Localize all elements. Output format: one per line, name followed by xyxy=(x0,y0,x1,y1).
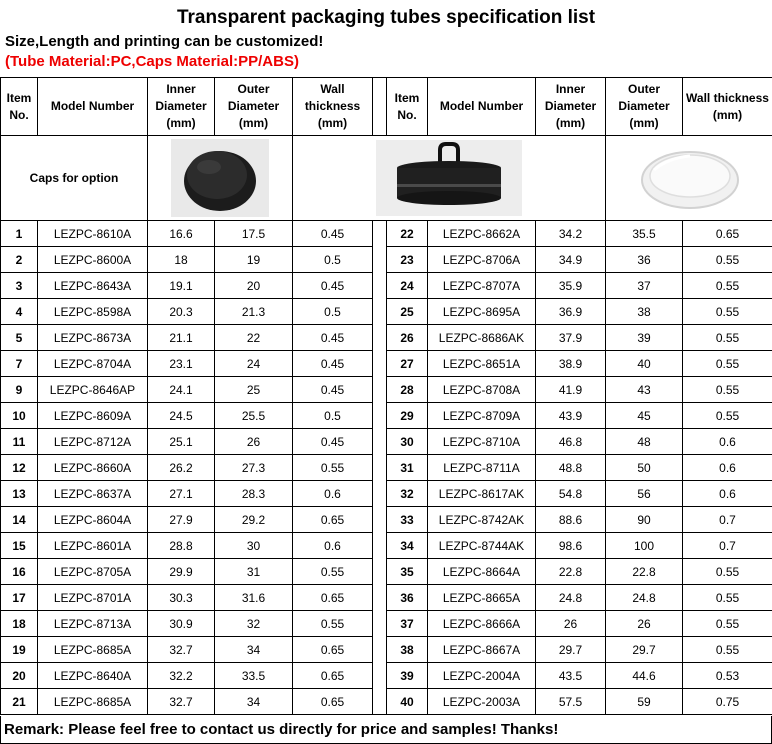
header-model: Model Number xyxy=(428,78,536,136)
model-number-cell: LEZPC-8598A xyxy=(38,299,148,325)
item-no-cell: 3 xyxy=(1,273,38,299)
black-round-cap-image xyxy=(171,139,269,217)
item-no-cell: 28 xyxy=(387,377,428,403)
column-separator xyxy=(373,78,387,136)
model-number-cell: LEZPC-8640A xyxy=(38,663,148,689)
inner-diameter-cell: 23.1 xyxy=(148,351,215,377)
outer-diameter-cell: 28.3 xyxy=(215,481,293,507)
outer-diameter-cell: 19 xyxy=(215,247,293,273)
model-number-cell: LEZPC-8711A xyxy=(428,455,536,481)
remark-bar xyxy=(0,716,772,744)
model-number-cell: LEZPC-8701A xyxy=(38,585,148,611)
model-number-cell: LEZPC-8685A xyxy=(38,637,148,663)
table-row xyxy=(1,585,772,611)
column-separator xyxy=(373,585,387,611)
item-no-cell: 23 xyxy=(387,247,428,273)
item-no-cell: 33 xyxy=(387,507,428,533)
outer-diameter-cell: 32 xyxy=(215,611,293,637)
inner-diameter-cell: 24.5 xyxy=(148,403,215,429)
item-no-cell: 7 xyxy=(1,351,38,377)
wall-thickness-cell: 0.55 xyxy=(293,455,373,481)
outer-diameter-cell: 25 xyxy=(215,377,293,403)
inner-diameter-cell: 38.9 xyxy=(536,351,606,377)
table-row xyxy=(1,247,772,273)
inner-diameter-cell: 32.2 xyxy=(148,663,215,689)
item-no-cell: 21 xyxy=(1,689,38,715)
header-inner-diameter: Inner Diameter (mm) xyxy=(148,78,215,136)
model-number-cell: LEZPC-8666A xyxy=(428,611,536,637)
header-outer-diameter: Outer Diameter (mm) xyxy=(215,78,293,136)
model-number-cell: LEZPC-2004A xyxy=(428,663,536,689)
item-no-cell: 4 xyxy=(1,299,38,325)
outer-diameter-cell: 20 xyxy=(215,273,293,299)
model-number-cell: LEZPC-8600A xyxy=(38,247,148,273)
outer-diameter-cell: 59 xyxy=(606,689,683,715)
inner-diameter-cell: 28.8 xyxy=(148,533,215,559)
outer-diameter-cell: 25.5 xyxy=(215,403,293,429)
model-number-cell: LEZPC-8646AP xyxy=(38,377,148,403)
inner-diameter-cell: 18 xyxy=(148,247,215,273)
inner-diameter-cell: 34.9 xyxy=(536,247,606,273)
column-separator xyxy=(373,377,387,403)
item-no-cell: 5 xyxy=(1,325,38,351)
wall-thickness-cell: 0.65 xyxy=(293,507,373,533)
model-number-cell: LEZPC-8710A xyxy=(428,429,536,455)
wall-thickness-cell: 0.55 xyxy=(683,247,772,273)
wall-thickness-cell: 0.65 xyxy=(293,585,373,611)
page-title: Transparent packaging tubes specification list xyxy=(176,7,596,28)
material-note: (Tube Material:PC,Caps Material:PP/ABS) xyxy=(5,53,299,70)
table-row xyxy=(1,611,772,637)
inner-diameter-cell: 24.8 xyxy=(536,585,606,611)
customization-note: Size,Length and printing can be customized! xyxy=(5,33,324,50)
outer-diameter-cell: 17.5 xyxy=(215,221,293,247)
outer-diameter-cell: 22.8 xyxy=(606,559,683,585)
table-row xyxy=(1,325,772,351)
outer-diameter-cell: 29.7 xyxy=(606,637,683,663)
outer-diameter-cell: 35.5 xyxy=(606,221,683,247)
wall-thickness-cell: 0.65 xyxy=(293,637,373,663)
inner-diameter-cell: 41.9 xyxy=(536,377,606,403)
wall-thickness-cell: 0.55 xyxy=(293,559,373,585)
inner-diameter-cell: 54.8 xyxy=(536,481,606,507)
item-no-cell: 13 xyxy=(1,481,38,507)
inner-diameter-cell: 29.7 xyxy=(536,637,606,663)
wall-thickness-cell: 0.55 xyxy=(683,299,772,325)
wall-thickness-cell: 0.45 xyxy=(293,351,373,377)
item-no-cell: 17 xyxy=(1,585,38,611)
header-wall-thickness: Wall thickness (mm) xyxy=(293,78,373,136)
model-number-cell: LEZPC-8610A xyxy=(38,221,148,247)
inner-diameter-cell: 26 xyxy=(536,611,606,637)
wall-thickness-cell: 0.55 xyxy=(683,325,772,351)
wall-thickness-cell: 0.75 xyxy=(683,689,772,715)
caps-label: Caps for option xyxy=(1,136,148,221)
inner-diameter-cell: 27.1 xyxy=(148,481,215,507)
wall-thickness-cell: 0.6 xyxy=(683,455,772,481)
outer-diameter-cell: 26 xyxy=(606,611,683,637)
inner-diameter-cell: 48.8 xyxy=(536,455,606,481)
item-no-cell: 1 xyxy=(1,221,38,247)
outer-diameter-cell: 37 xyxy=(606,273,683,299)
item-no-cell: 36 xyxy=(387,585,428,611)
wall-thickness-cell: 0.55 xyxy=(683,377,772,403)
wall-thickness-cell: 0.65 xyxy=(293,689,373,715)
wall-thickness-cell: 0.7 xyxy=(683,533,772,559)
table-row xyxy=(1,455,772,481)
wall-thickness-cell: 0.45 xyxy=(293,273,373,299)
item-no-cell: 14 xyxy=(1,507,38,533)
wall-thickness-cell: 0.6 xyxy=(683,481,772,507)
model-number-cell: LEZPC-8617AK xyxy=(428,481,536,507)
clear-transparent-cap-image xyxy=(634,140,744,216)
outer-diameter-cell: 22 xyxy=(215,325,293,351)
remark-text: Remark: Please feel free to contact us directly for price and samples! Thanks! xyxy=(4,721,559,738)
model-number-cell: LEZPC-8665A xyxy=(428,585,536,611)
table-row xyxy=(1,221,772,247)
item-no-cell: 38 xyxy=(387,637,428,663)
outer-diameter-cell: 24.8 xyxy=(606,585,683,611)
model-number-cell: LEZPC-8604A xyxy=(38,507,148,533)
column-separator xyxy=(373,637,387,663)
column-separator xyxy=(373,689,387,715)
cap-photo-black-handle xyxy=(293,136,606,221)
outer-diameter-cell: 26 xyxy=(215,429,293,455)
column-separator xyxy=(373,455,387,481)
wall-thickness-cell: 0.45 xyxy=(293,377,373,403)
outer-diameter-cell: 34 xyxy=(215,637,293,663)
item-no-cell: 22 xyxy=(387,221,428,247)
cap-photo-black-round xyxy=(148,136,293,221)
item-no-cell: 10 xyxy=(1,403,38,429)
outer-diameter-cell: 36 xyxy=(606,247,683,273)
outer-diameter-cell: 50 xyxy=(606,455,683,481)
spec-table xyxy=(0,77,772,715)
wall-thickness-cell: 0.55 xyxy=(683,273,772,299)
wall-thickness-cell: 0.6 xyxy=(293,533,373,559)
model-number-cell: LEZPC-8673A xyxy=(38,325,148,351)
outer-diameter-cell: 27.3 xyxy=(215,455,293,481)
model-number-cell: LEZPC-8712A xyxy=(38,429,148,455)
wall-thickness-cell: 0.5 xyxy=(293,299,373,325)
outer-diameter-cell: 44.6 xyxy=(606,663,683,689)
outer-diameter-cell: 90 xyxy=(606,507,683,533)
wall-thickness-cell: 0.53 xyxy=(683,663,772,689)
item-no-cell: 9 xyxy=(1,377,38,403)
cap-photo-clear xyxy=(606,136,772,221)
column-separator xyxy=(373,533,387,559)
outer-diameter-cell: 29.2 xyxy=(215,507,293,533)
model-number-cell: LEZPC-8744AK xyxy=(428,533,536,559)
wall-thickness-cell: 0.55 xyxy=(683,351,772,377)
wall-thickness-cell: 0.55 xyxy=(683,637,772,663)
wall-thickness-cell: 0.65 xyxy=(683,221,772,247)
header-inner-diameter: Inner Diameter (mm) xyxy=(536,78,606,136)
outer-diameter-cell: 24 xyxy=(215,351,293,377)
header-model: Model Number xyxy=(38,78,148,136)
inner-diameter-cell: 29.9 xyxy=(148,559,215,585)
wall-thickness-cell: 0.55 xyxy=(293,611,373,637)
header-wall-thickness: Wall thickness (mm) xyxy=(683,78,772,136)
wall-thickness-cell: 0.55 xyxy=(683,585,772,611)
item-no-cell: 15 xyxy=(1,533,38,559)
column-separator xyxy=(373,403,387,429)
table-row xyxy=(1,481,772,507)
inner-diameter-cell: 26.2 xyxy=(148,455,215,481)
table-row xyxy=(1,377,772,403)
inner-diameter-cell: 98.6 xyxy=(536,533,606,559)
table-row xyxy=(1,559,772,585)
inner-diameter-cell: 32.7 xyxy=(148,637,215,663)
model-number-cell: LEZPC-8664A xyxy=(428,559,536,585)
item-no-cell: 27 xyxy=(387,351,428,377)
column-separator xyxy=(373,429,387,455)
column-separator xyxy=(373,559,387,585)
inner-diameter-cell: 19.1 xyxy=(148,273,215,299)
item-no-cell: 26 xyxy=(387,325,428,351)
item-no-cell: 24 xyxy=(387,273,428,299)
inner-diameter-cell: 30.9 xyxy=(148,611,215,637)
outer-diameter-cell: 39 xyxy=(606,325,683,351)
model-number-cell: LEZPC-8609A xyxy=(38,403,148,429)
item-no-cell: 30 xyxy=(387,429,428,455)
model-number-cell: LEZPC-2003A xyxy=(428,689,536,715)
model-number-cell: LEZPC-8695A xyxy=(428,299,536,325)
caps-row xyxy=(1,136,772,221)
header-row xyxy=(1,78,772,136)
wall-thickness-cell: 0.55 xyxy=(683,403,772,429)
model-number-cell: LEZPC-8707A xyxy=(428,273,536,299)
model-number-cell: LEZPC-8662A xyxy=(428,221,536,247)
wall-thickness-cell: 0.55 xyxy=(683,611,772,637)
outer-diameter-cell: 38 xyxy=(606,299,683,325)
outer-diameter-cell: 33.5 xyxy=(215,663,293,689)
inner-diameter-cell: 27.9 xyxy=(148,507,215,533)
item-no-cell: 19 xyxy=(1,637,38,663)
model-number-cell: LEZPC-8705A xyxy=(38,559,148,585)
inner-diameter-cell: 88.6 xyxy=(536,507,606,533)
column-separator xyxy=(373,221,387,247)
column-separator xyxy=(373,663,387,689)
model-number-cell: LEZPC-8637A xyxy=(38,481,148,507)
model-number-cell: LEZPC-8643A xyxy=(38,273,148,299)
model-number-cell: LEZPC-8706A xyxy=(428,247,536,273)
column-separator xyxy=(373,507,387,533)
inner-diameter-cell: 22.8 xyxy=(536,559,606,585)
table-row xyxy=(1,507,772,533)
inner-diameter-cell: 24.1 xyxy=(148,377,215,403)
wall-thickness-cell: 0.6 xyxy=(683,429,772,455)
model-number-cell: LEZPC-8704A xyxy=(38,351,148,377)
outer-diameter-cell: 43 xyxy=(606,377,683,403)
table-row xyxy=(1,429,772,455)
inner-diameter-cell: 43.5 xyxy=(536,663,606,689)
column-separator xyxy=(373,325,387,351)
wall-thickness-cell: 0.65 xyxy=(293,663,373,689)
wall-thickness-cell: 0.5 xyxy=(293,403,373,429)
model-number-cell: LEZPC-8709A xyxy=(428,403,536,429)
outer-diameter-cell: 45 xyxy=(606,403,683,429)
model-number-cell: LEZPC-8708A xyxy=(428,377,536,403)
header-item-no: Item No. xyxy=(387,78,428,136)
inner-diameter-cell: 37.9 xyxy=(536,325,606,351)
item-no-cell: 35 xyxy=(387,559,428,585)
table-row xyxy=(1,403,772,429)
wall-thickness-cell: 0.45 xyxy=(293,325,373,351)
outer-diameter-cell: 30 xyxy=(215,533,293,559)
item-no-cell: 12 xyxy=(1,455,38,481)
item-no-cell: 39 xyxy=(387,663,428,689)
inner-diameter-cell: 46.8 xyxy=(536,429,606,455)
table-row xyxy=(1,299,772,325)
inner-diameter-cell: 16.6 xyxy=(148,221,215,247)
model-number-cell: LEZPC-8742AK xyxy=(428,507,536,533)
wall-thickness-cell: 0.6 xyxy=(293,481,373,507)
item-no-cell: 18 xyxy=(1,611,38,637)
item-no-cell: 11 xyxy=(1,429,38,455)
column-separator xyxy=(373,351,387,377)
black-cap-with-handle-image xyxy=(376,140,522,216)
wall-thickness-cell: 0.45 xyxy=(293,221,373,247)
inner-diameter-cell: 34.2 xyxy=(536,221,606,247)
table-row xyxy=(1,351,772,377)
item-no-cell: 25 xyxy=(387,299,428,325)
model-number-cell: LEZPC-8660A xyxy=(38,455,148,481)
item-no-cell: 37 xyxy=(387,611,428,637)
model-number-cell: LEZPC-8686AK xyxy=(428,325,536,351)
table-row xyxy=(1,663,772,689)
model-number-cell: LEZPC-8601A xyxy=(38,533,148,559)
column-separator xyxy=(373,611,387,637)
item-no-cell: 20 xyxy=(1,663,38,689)
item-no-cell: 31 xyxy=(387,455,428,481)
outer-diameter-cell: 40 xyxy=(606,351,683,377)
header-item-no: Item No. xyxy=(1,78,38,136)
outer-diameter-cell: 31 xyxy=(215,559,293,585)
inner-diameter-cell: 21.1 xyxy=(148,325,215,351)
outer-diameter-cell: 21.3 xyxy=(215,299,293,325)
item-no-cell: 34 xyxy=(387,533,428,559)
item-no-cell: 32 xyxy=(387,481,428,507)
item-no-cell: 40 xyxy=(387,689,428,715)
outer-diameter-cell: 56 xyxy=(606,481,683,507)
table-row xyxy=(1,689,772,715)
table-row xyxy=(1,533,772,559)
outer-diameter-cell: 34 xyxy=(215,689,293,715)
inner-diameter-cell: 57.5 xyxy=(536,689,606,715)
column-separator xyxy=(373,299,387,325)
wall-thickness-cell: 0.45 xyxy=(293,429,373,455)
wall-thickness-cell: 0.5 xyxy=(293,247,373,273)
wall-thickness-cell: 0.55 xyxy=(683,559,772,585)
model-number-cell: LEZPC-8713A xyxy=(38,611,148,637)
inner-diameter-cell: 20.3 xyxy=(148,299,215,325)
model-number-cell: LEZPC-8651A xyxy=(428,351,536,377)
inner-diameter-cell: 36.9 xyxy=(536,299,606,325)
item-no-cell: 29 xyxy=(387,403,428,429)
header-outer-diameter: Outer Diameter (mm) xyxy=(606,78,683,136)
table-row xyxy=(1,273,772,299)
outer-diameter-cell: 100 xyxy=(606,533,683,559)
inner-diameter-cell: 35.9 xyxy=(536,273,606,299)
wall-thickness-cell: 0.7 xyxy=(683,507,772,533)
column-separator xyxy=(373,273,387,299)
model-number-cell: LEZPC-8667A xyxy=(428,637,536,663)
inner-diameter-cell: 32.7 xyxy=(148,689,215,715)
item-no-cell: 16 xyxy=(1,559,38,585)
inner-diameter-cell: 25.1 xyxy=(148,429,215,455)
inner-diameter-cell: 30.3 xyxy=(148,585,215,611)
inner-diameter-cell: 43.9 xyxy=(536,403,606,429)
column-separator xyxy=(373,247,387,273)
table-row xyxy=(1,637,772,663)
outer-diameter-cell: 48 xyxy=(606,429,683,455)
outer-diameter-cell: 31.6 xyxy=(215,585,293,611)
item-no-cell: 2 xyxy=(1,247,38,273)
column-separator xyxy=(373,481,387,507)
model-number-cell: LEZPC-8685A xyxy=(38,689,148,715)
